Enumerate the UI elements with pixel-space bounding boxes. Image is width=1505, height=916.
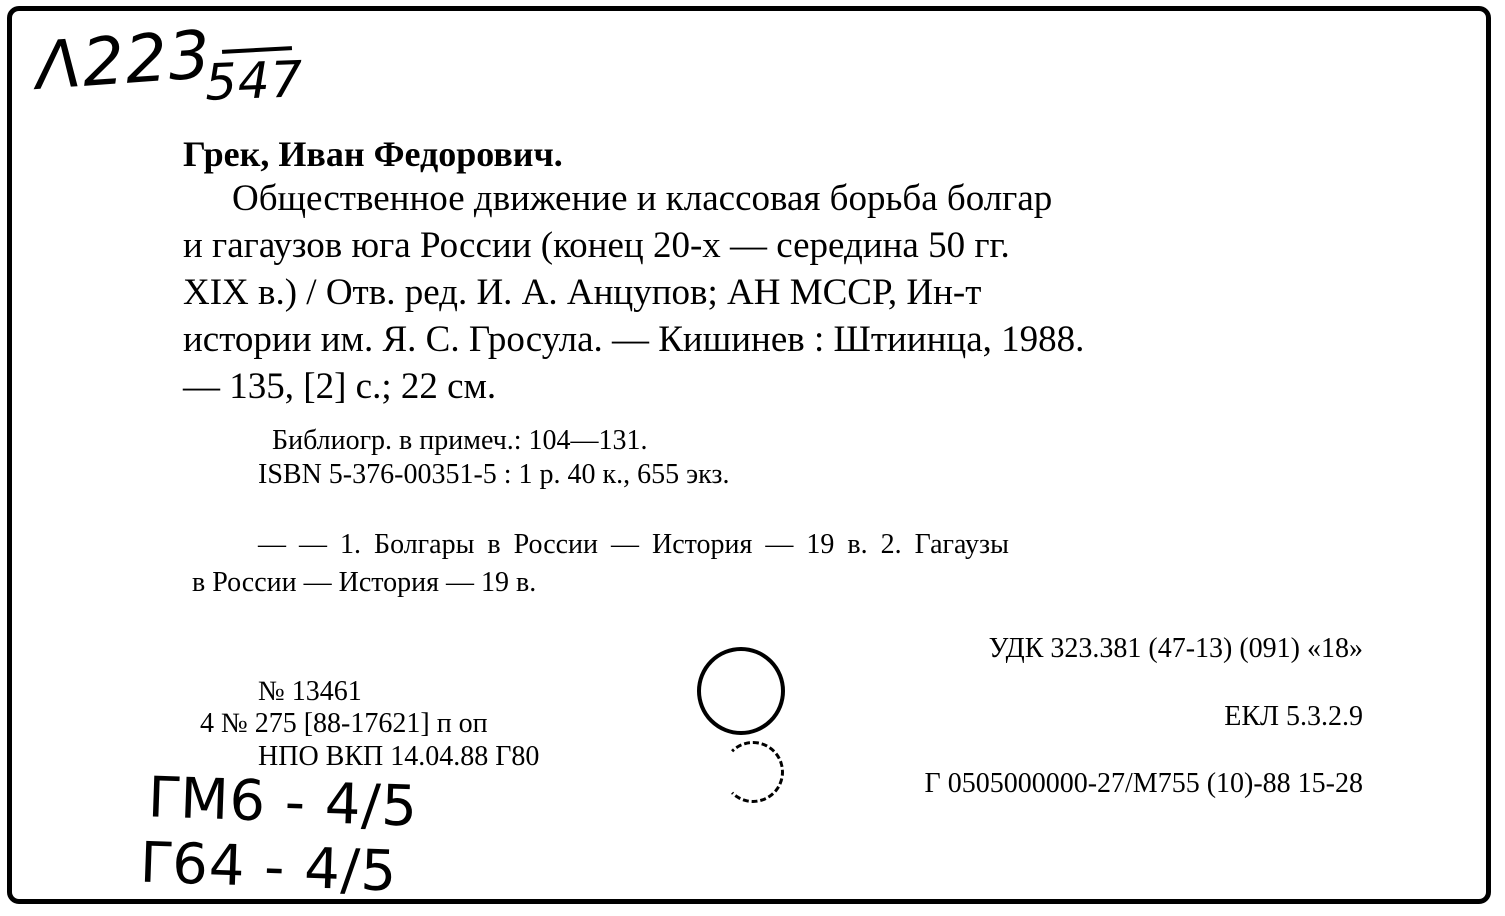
subjects-line-2: в России — История — 19 в. [192,567,537,598]
title-line-2: и гагаузов юга России (конец 20-х — середина 50 гг. [183,225,1010,266]
subjects-line-1: — — 1. Болгары в России — История — 19 в. 2. Гагаузы [258,529,1009,560]
title-line-4: истории им. Я. С. Гросула. — Кишинев : Штиинца, 1988. [183,319,1085,360]
call-number-main: Λ223 [33,15,214,106]
title-line-5: — 135, [2] с.; 22 см. [183,366,497,407]
bibliography-note: Библиогр. в примеч.: 104—131. [272,425,648,456]
title-line-3: XIX в.) / Отв. ред. И. А. Анцупов; АН МССР, Ин-т [183,272,982,313]
title-line-1: Общественное движение и классовая борьба болгар [232,178,1053,219]
isbn-note: ISBN 5-376-00351-5 : 1 р. 40 к., 655 экз. [258,459,730,490]
ekl-code: ЕКЛ 5.3.2.9 [1224,701,1363,732]
author-heading: Грек, Иван Федорович. [183,134,563,174]
call-number-sub: 547 [204,50,305,112]
punch-hole-faint [722,741,784,803]
publisher-line: НПО ВКП 14.04.88 Г80 [258,741,540,772]
handwritten-note-2: Γ64 - 4/5 [138,830,399,905]
udk-code: УДК 323.381 (47-13) (091) «18» [988,633,1363,664]
card-number: № 13461 [258,676,362,707]
order-line: 4 № 275 [88-17621] п оп [200,708,488,739]
punch-hole [697,647,785,735]
catalog-code: Г 0505000000-27/М755 (10)-88 15-28 [924,768,1363,799]
handwritten-note-1: ΓМ6 - 4/5 [146,765,420,840]
